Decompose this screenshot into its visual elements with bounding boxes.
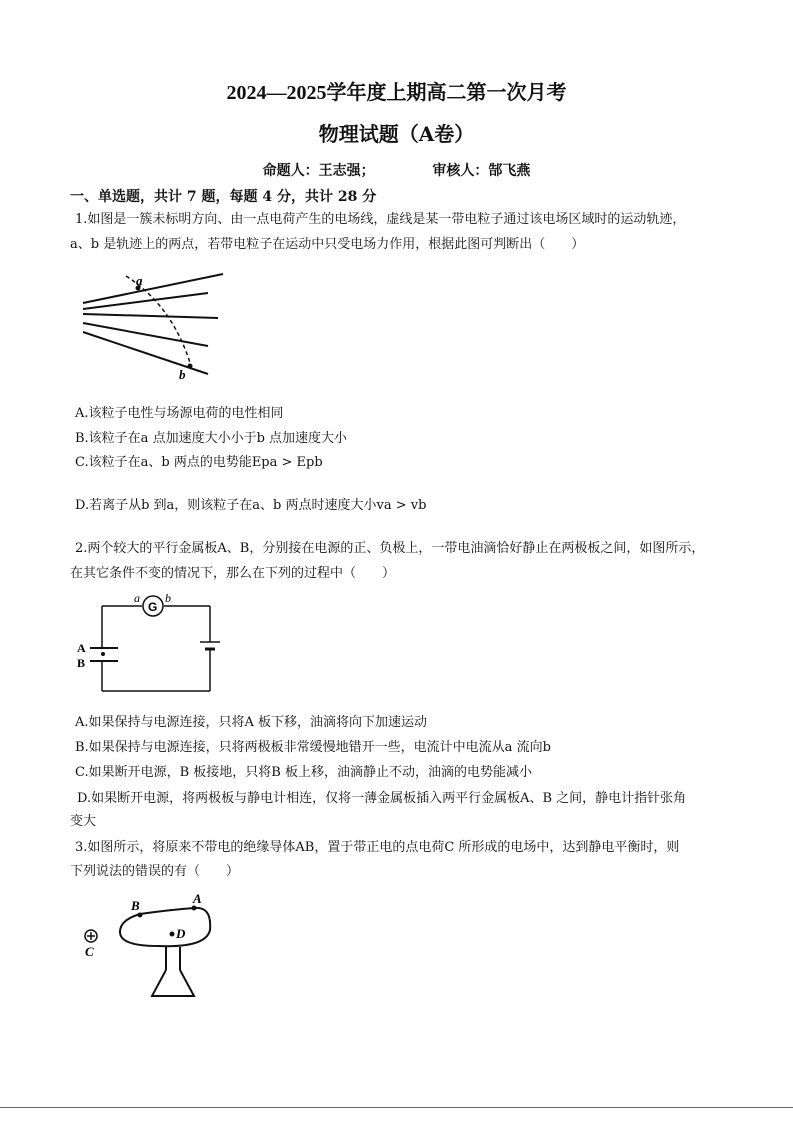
q1-option-b: B.该粒子在a 点加速度大小小于b 点加速度大小 [75, 431, 348, 446]
q3-label-d: D [176, 926, 186, 941]
q2-option-d-cont: 变大 [70, 814, 97, 829]
q2-galvanometer-label: G [148, 600, 158, 614]
q2-option-c: C.如果断开电源，B 板接地，只将B 板上移，油滴静止不动，油滴的电势能减小 [75, 765, 532, 780]
q3-label-b: B [131, 898, 140, 913]
section-heading: 一、单选题，共计 7 题，每题 4 分，共计 28 分 [70, 189, 377, 205]
q3-stem-line2: 下列说法的错误的有（ ） [70, 864, 240, 879]
q2-circuit-figure [72, 590, 222, 700]
q3-stem-line1: 3.如图所示，将原来不带电的绝缘导体AB，置于带正电的点电荷C 所形成的电场中，达到静电平衡时，则 [75, 840, 680, 855]
q1-stem-line1: 1.如图是一簇未标明方向、由一点电荷产生的电场线，虚线是某一带电粒子通过该电场区域时的运动轨迹， [75, 212, 686, 227]
q2-option-a: A.如果保持与电源连接，只将A 板下移，油滴将向下加速运动 [75, 715, 428, 730]
q2-option-d: D.如果断开电源，将两极板与静电计相连，仅将一薄金属板插入两平行金属板A、B 之间，静电计指针张角 [77, 791, 687, 806]
exam-subtitle: 物理试题（A卷） [318, 122, 475, 146]
q1-stem-line2: a、b 是轨迹上的两点，若带电粒子在运动中只受电场力作用，根据此图可判断出（ ） [70, 237, 585, 252]
q2-plate-a-label: A [77, 641, 86, 655]
exam-title: 2024—2025学年度上期高二第一次月考 [226, 82, 567, 104]
q1-label-a: a [136, 273, 143, 288]
q1-option-c: C.该粒子在a、b 两点的电势能Epa > Epb [75, 455, 323, 470]
q2-stem-line2: 在其它条件不变的情况下，那么在下列的过程中（ ） [70, 566, 396, 581]
q1-option-d: D.若离子从b 到a，则该粒子在a、b 两点时速度大小va > vb [75, 498, 427, 513]
reviewer: 审核人：郜飞燕 [432, 163, 531, 179]
q1-label-b: b [179, 367, 186, 382]
q2-label-b: b [165, 591, 171, 605]
q3-label-c: C [85, 944, 94, 959]
q2-option-b: B.如果保持与电源连接，只将两极板非常缓慢地错开一些，电流计中电流从a 流向b [75, 740, 551, 755]
page-bottom-rule [0, 1107, 793, 1108]
q2-plate-b-label: B [77, 656, 86, 670]
q2-stem-line1: 2.两个较大的平行金属板A、B，分别接在电源的正、负极上，一带电油滴恰好静止在两极板之间，如图所示， [75, 541, 705, 556]
authors-line [0, 160, 793, 180]
q2-label-a: a [134, 591, 140, 605]
q3-label-a: A [193, 891, 202, 906]
q3-conductor-figure [78, 890, 228, 1005]
setter: 命题人：王志强； [262, 163, 375, 179]
q1-field-figure [78, 266, 228, 386]
q1-option-a: A.该粒子电性与场源电荷的电性相同 [75, 406, 284, 421]
